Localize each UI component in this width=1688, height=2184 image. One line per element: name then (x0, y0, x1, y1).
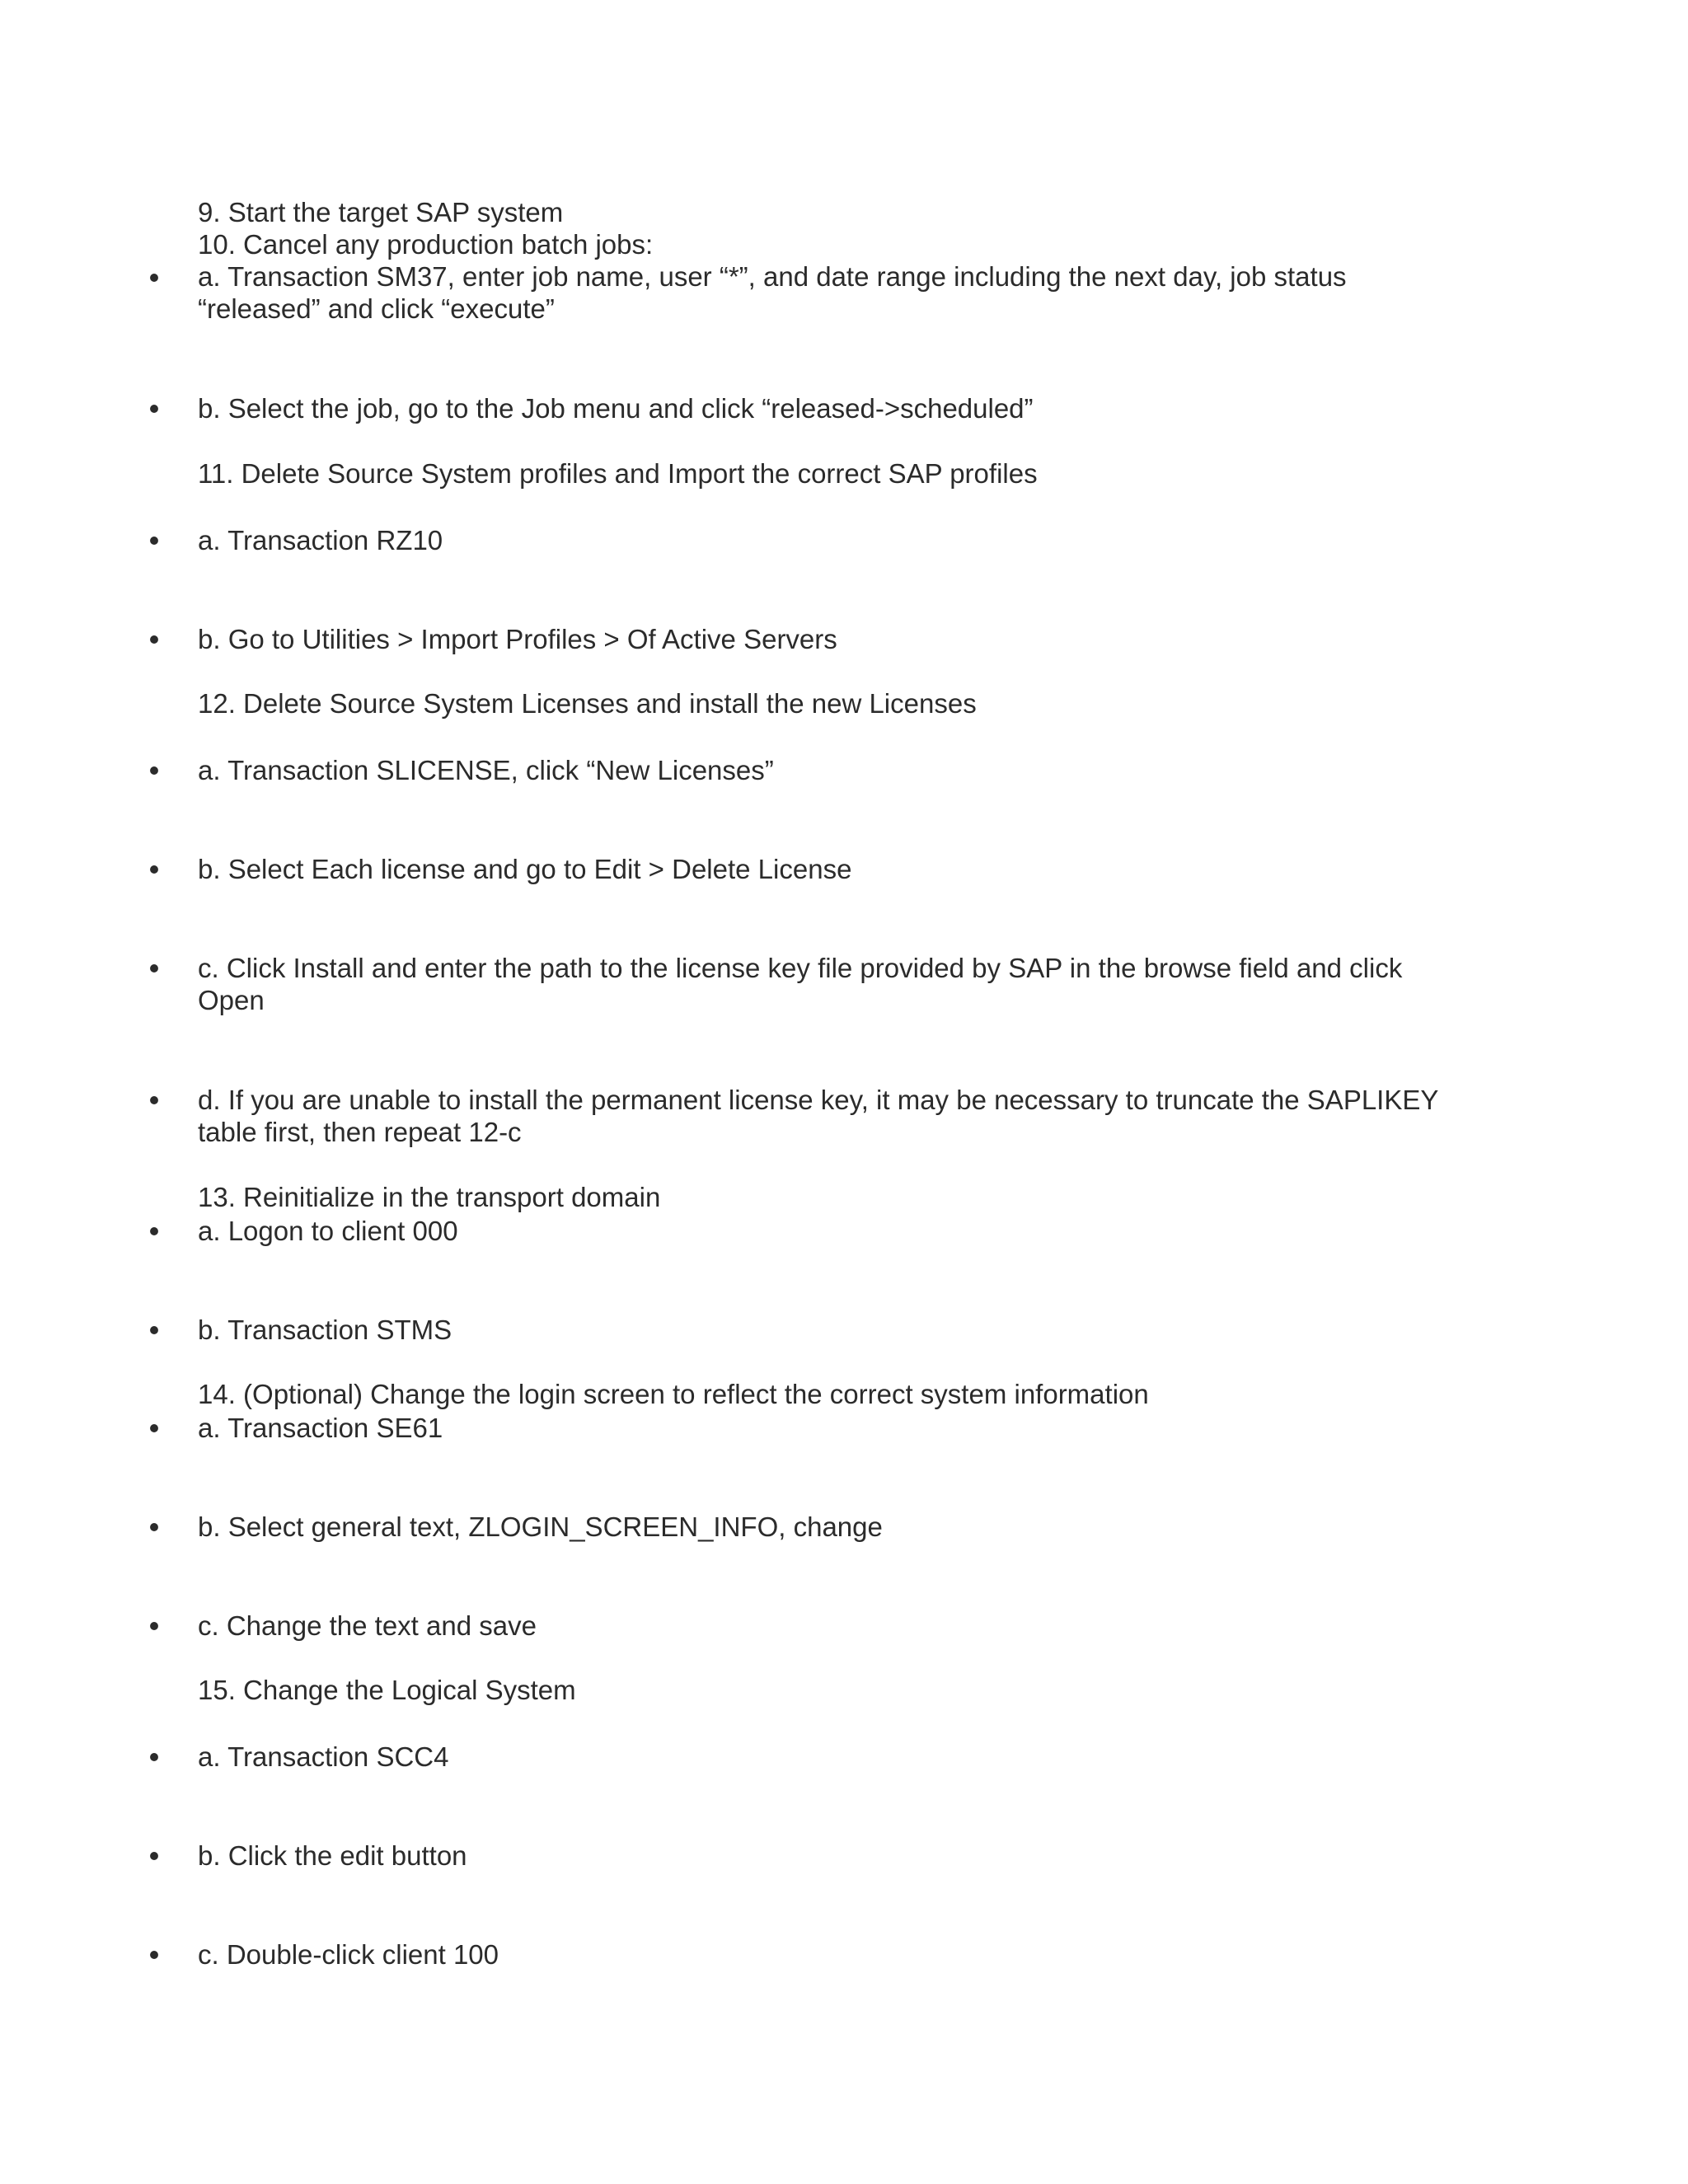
bullet-icon (150, 635, 158, 644)
bullet-icon (150, 1852, 158, 1860)
step-12d-item: d. If you are unable to install the permanent license key, it may be necessary to truncate the SAPLIKEY table first, then repeat 12-c (198, 1085, 1438, 1147)
bullet-icon (150, 865, 158, 874)
step-14a-item: a. Transaction SE61 (198, 1413, 443, 1443)
step-10a-item: a. Transaction SM37, enter job name, user “*”, and date range including the next day, job status “released” and click “execute” (198, 261, 1347, 324)
bullet-icon (150, 1951, 158, 1959)
bullet-icon (150, 1096, 158, 1104)
step-11-heading: 11. Delete Source System profiles and Import the correct SAP profiles (198, 458, 1038, 489)
step-15b-item: b. Click the edit button (198, 1840, 467, 1871)
step-13a-item: a. Logon to client 000 (198, 1216, 458, 1246)
step-15-heading: 15. Change the Logical System (198, 1675, 576, 1705)
bullet-icon (150, 766, 158, 775)
bullet-icon (150, 1424, 158, 1432)
bullet-icon (150, 405, 158, 413)
step-10b-item: b. Select the job, go to the Job menu and click “released->scheduled” (198, 393, 1034, 424)
step-14c-item: c. Change the text and save (198, 1610, 537, 1641)
step-14b-item: b. Select general text, ZLOGIN_SCREEN_INFO, change (198, 1511, 883, 1542)
step-12-heading: 12. Delete Source System Licenses and install the new Licenses (198, 688, 977, 719)
bullet-icon (150, 537, 158, 545)
bullet-icon (150, 1523, 158, 1531)
step-13-heading: 13. Reinitialize in the transport domain (198, 1182, 661, 1212)
step-12a-item: a. Transaction SLICENSE, click “New Licenses” (198, 755, 774, 785)
bullet-icon (150, 1622, 158, 1630)
bullet-icon (150, 1227, 158, 1235)
step-9-heading: 9. Start the target SAP system (198, 197, 564, 227)
step-10-heading: 10. Cancel any production batch jobs: (198, 229, 654, 260)
bullet-icon (150, 274, 158, 282)
bullet-icon (150, 964, 158, 972)
step-11a-item: a. Transaction RZ10 (198, 525, 443, 555)
step-11b-item: b. Go to Utilities > Import Profiles > Of Active Servers (198, 624, 837, 654)
step-13b-item: b. Transaction STMS (198, 1315, 452, 1345)
bullet-icon (150, 1753, 158, 1761)
step-12b-item: b. Select Each license and go to Edit > Delete License (198, 854, 852, 884)
bullet-icon (150, 1326, 158, 1334)
step-15c-item: c. Double-click client 100 (198, 1939, 499, 1970)
step-15a-item: a. Transaction SCC4 (198, 1741, 449, 1772)
step-12c-item: c. Click Install and enter the path to the license key file provided by SAP in the browse field and click Open (198, 953, 1403, 1015)
step-14-heading: 14. (Optional) Change the login screen to reflect the correct system information (198, 1379, 1149, 1409)
